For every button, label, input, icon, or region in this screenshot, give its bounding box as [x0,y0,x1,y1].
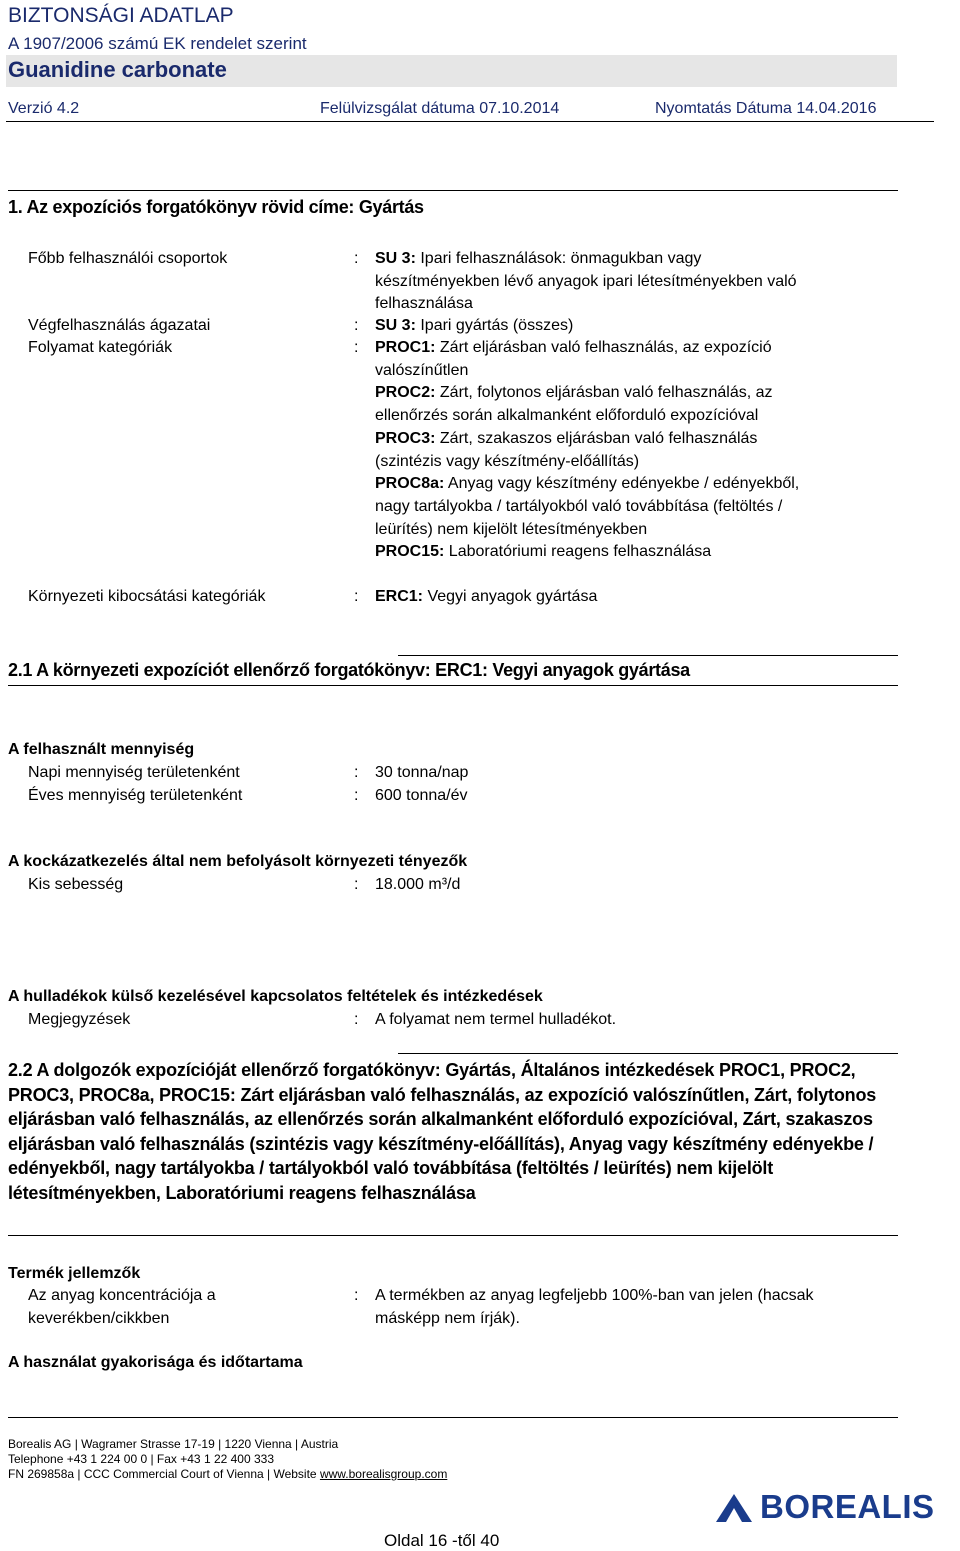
revision-date: Felülvizsgálat dátuma 07.10.2014 [320,100,560,117]
row-value: 30 tonna/nap [375,764,469,781]
category-colon: : [354,339,359,356]
category-text: Laboratóriumi reagens felhasználása [444,543,712,561]
section1-rule [8,190,898,191]
category-value-line [375,453,639,471]
row-label: Éves mennyiség területenként [28,787,243,804]
product-name: Guanidine carbonate [8,57,227,82]
print-date: Nyomtatás Dátuma 14.04.2016 [655,100,877,117]
waste-title: A hulladékok külső kezelésével kapcsolatos feltételek és intézkedések [8,988,543,1005]
amount-title: A felhasznált mennyiség [8,741,195,758]
risk-title: A kockázatkezelés által nem befolyásolt környezeti tényezők [8,853,468,870]
footer-address: Borealis AG | Wagramer Strasse 17-19 | 1220 Vienna | Austria [8,1437,339,1451]
row-label: Kis sebesség [28,876,124,893]
category-code: PROC8a: [375,475,445,493]
category-text: (szintézis vagy készítmény-előállítás) [375,452,640,470]
category-text: Anyag vagy készítmény edényekbe / edényekből, [444,475,800,493]
category-value-line [375,430,757,448]
logo-text: BOREALIS [760,1488,935,1525]
website-link[interactable]: www.borealisgroup.com [319,1467,448,1481]
category-value-line [375,407,758,425]
product-label: Az anyag koncentrációja a [28,1287,216,1304]
category-text: leürítés) nem kijelölt létesítményekben [375,520,648,538]
footer-phone: Telephone +43 1 224 00 0 | Fax +43 1 22 400 333 [8,1452,275,1466]
section22-underline [8,1235,898,1236]
category-value-line [375,588,597,606]
category-value-line [375,295,473,313]
product-value-2: másképp nem írják). [375,1310,520,1327]
category-text: nagy tartályokba / tartályokból való továbbítása (feltöltés / [375,497,783,515]
section22-heading: 2.2 A dolgozók expozícióját ellenőrző forgatókönyv: Gyártás, Általános intézkedések PROC1, PROC2, PROC3, PROC8a, PROC15: Zárt eljárásban való felhasználás, az expozíció valószínűtlen, Zárt, folytonos eljárásban való felhasználás, az ellenőrzés során alkalmanként előforduló expozícióval, Zárt, szakaszos eljárásban való felhasználás (szintézis vagy készítmény-előállítás), Anyag vagy készítmény edényekbe / edényekből, nagy tartályokba / tartályokból való továbbítása (feltöltés / leürítés) nem kijelölt létesítményekben, Laboratóriumi reagens felhasználása [8,1060,877,1203]
row-value: 600 tonna/év [375,787,468,804]
section21-rule [398,655,898,656]
category-value-line [375,362,468,380]
category-code: PROC3: [375,429,436,447]
page-number: Oldal 16 -től 40 [384,1531,500,1550]
footer-registry-text: FN 269858a | CCC Commercial Court of Vienna | Website [8,1467,320,1481]
category-code: PROC1: [375,339,436,356]
category-text: Vegyi anyagok gyártása [423,588,598,605]
category-code: SU 3: [375,317,416,334]
row-colon: : [354,787,359,804]
category-text: készítményekben lévő anyagok ipari létesítményekben való [375,272,797,290]
regulation-subtitle: A 1907/2006 számú EK rendelet szerint [8,34,307,53]
category-text: Zárt, szakaszos eljárásban való felhasználás [435,429,758,447]
category-colon: : [354,317,359,334]
document-title: BIZTONSÁGI ADATLAP [8,4,234,27]
category-text: Zárt, folytonos eljárásban való felhasználás, az [435,384,773,402]
category-code: ERC1: [375,588,424,605]
row-value: A folyamat nem termel hulladékot. [375,1011,617,1028]
category-label: Végfelhasználás ágazatai [28,317,211,334]
category-text: Ipari gyártás (összes) [415,317,574,334]
row-colon: : [354,764,359,781]
row-colon: : [354,1011,359,1028]
product-label-2: keverékben/cikkben [28,1310,170,1327]
category-text: Ipari felhasználások: önmagukban vagy [415,250,702,267]
category-code: PROC2: [375,384,436,402]
category-label: Folyamat kategóriák [28,339,173,356]
category-value-line [375,339,772,357]
category-value-line [375,317,573,335]
section21-heading: 2.1 A környezeti expozíciót ellenőrző forgatókönyv: ERC1: Vegyi anyagok gyártása [8,660,690,680]
borealis-logo-icon [712,1488,756,1522]
row-value: 18.000 m³/d [375,876,461,893]
category-code: SU 3: [375,250,416,267]
product-colon: : [354,1287,359,1304]
product-value: A termékben az anyag legfeljebb 100%-ban van jelen (hacsak [375,1287,814,1304]
row-colon: : [354,876,359,893]
category-code: PROC15: [375,543,445,561]
category-value-line [375,384,773,402]
category-text: valószínűtlen [375,361,469,379]
section21-underline [8,685,898,686]
category-value-line [375,498,782,516]
version-label: Verzió 4.2 [8,100,80,117]
row-label: Megjegyzések [28,1011,131,1028]
section22-rule [398,1053,898,1054]
footer-registry [8,1467,447,1481]
category-value-line [375,273,797,291]
category-colon: : [354,250,359,267]
category-text: ellenőrzés során alkalmanként előforduló expozícióval [375,407,759,425]
category-value-line [375,475,799,493]
category-value-line [375,250,701,268]
header-divider [6,121,934,122]
category-value-line [375,521,647,539]
category-label: Főbb felhasználói csoportok [28,250,228,267]
row-label: Napi mennyiség területenként [28,764,240,781]
category-value-line [375,543,711,561]
category-colon: : [354,588,359,605]
section1-heading: 1. Az expozíciós forgatókönyv rövid címe: Gyártás [8,197,424,217]
frequency-title: A használat gyakorisága és időtartama [8,1354,303,1371]
product-title: Termék jellemzők [8,1265,141,1282]
footer-divider [8,1417,898,1418]
category-text: Zárt eljárásban való felhasználás, az expozíció [435,339,772,356]
category-text: felhasználása [375,295,473,313]
category-label: Környezeti kibocsátási kategóriák [28,588,266,605]
